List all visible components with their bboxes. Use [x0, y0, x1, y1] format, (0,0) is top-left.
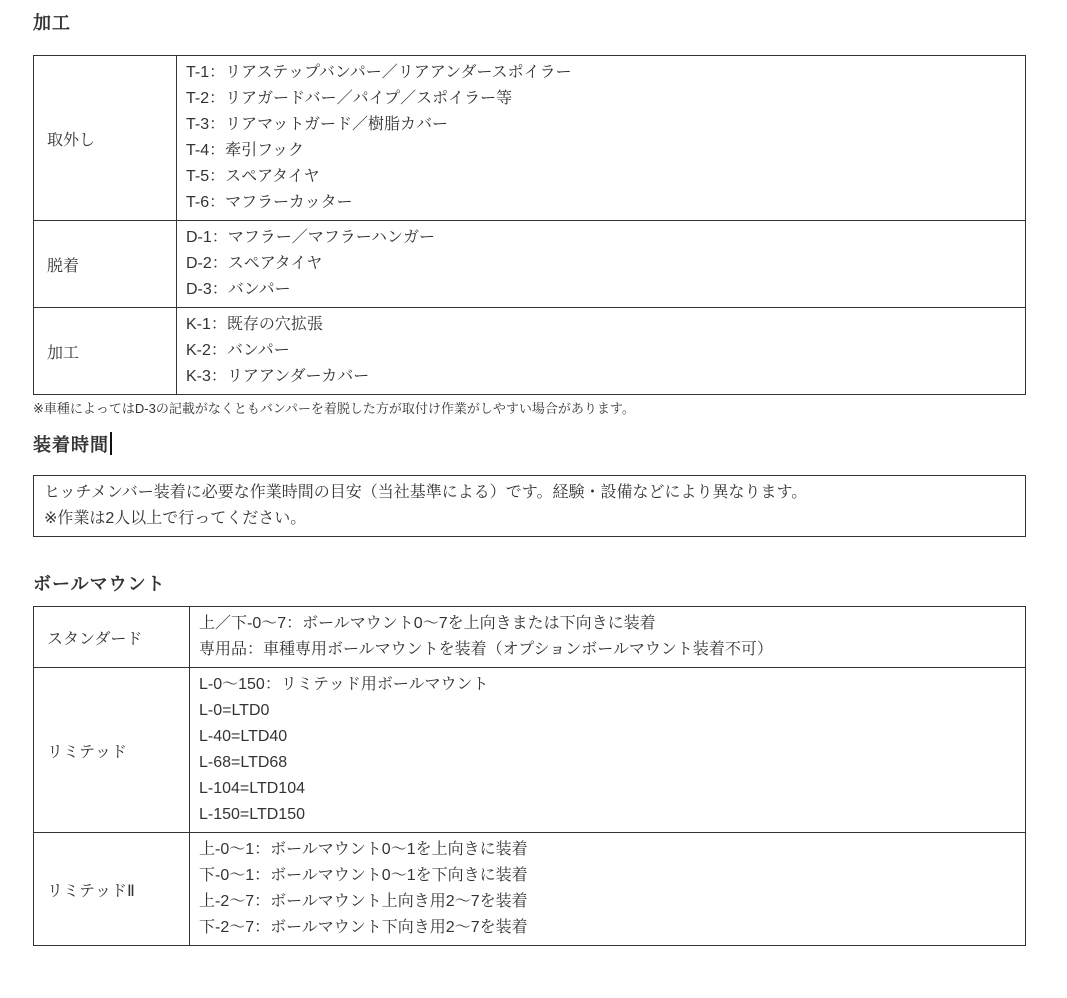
- table-row-limited-2: [34, 833, 1026, 946]
- table-line: 上／下-0～7：ボールマウント0～7を上向きまたは下向きに装着: [199, 615, 656, 632]
- table-line: K-1：既存の穴拡張: [186, 316, 323, 333]
- section-heading-ball-mount: ボールマウント: [33, 574, 166, 594]
- table-line: 下-0～1：ボールマウント0～1を下向きに装着: [199, 867, 528, 884]
- table-line: K-3：リアアンダーカバー: [186, 368, 370, 385]
- table-line: 専用品：車種専用ボールマウントを装着（オプションボールマウント装着不可）: [199, 641, 773, 658]
- table-row-standard: [34, 607, 1026, 668]
- table-line: 上-0～1：ボールマウント0～1を上向きに装着: [199, 841, 528, 858]
- table-line: L-104=LTD104: [199, 780, 305, 797]
- table-line: L-0～150：リミテッド用ボールマウント: [199, 676, 489, 693]
- row-content-limited: [190, 668, 1026, 833]
- row-label-removal: 取外し: [34, 56, 177, 221]
- table-row-detach: [34, 221, 1026, 308]
- row-content-machining: [177, 308, 1026, 395]
- table-line: L-0=LTD0: [199, 702, 270, 719]
- text-cursor: [110, 432, 112, 455]
- row-label-detach: 脱着: [34, 221, 177, 308]
- row-label-standard: スタンダード: [34, 607, 190, 668]
- table-line: L-68=LTD68: [199, 754, 288, 771]
- table-line: 上-2～7：ボールマウント上向き用2～7を装着: [199, 893, 528, 910]
- ball-mount-table: [33, 606, 1026, 946]
- table-line: T-2：リアガードバー／パイプ／スポイラー等: [186, 90, 513, 107]
- heading-text: 装着時間: [33, 435, 109, 455]
- row-label-machining: 加工: [34, 308, 177, 395]
- table-line: T-6：マフラーカッター: [186, 194, 353, 211]
- table-footnote: ※車種によってはD-3の記載がなくともバンパーを着脱した方が取付け作業がしやすい場合があります。: [33, 401, 635, 416]
- table-line: K-2：バンパー: [186, 342, 290, 359]
- table-row-removal: [34, 56, 1026, 221]
- section-heading-installation-time[interactable]: [33, 432, 1026, 458]
- table-line: T-3：リアマットガード／樹脂カバー: [186, 116, 448, 133]
- row-label-limited-2: リミテッドⅡ: [34, 833, 190, 946]
- table-line: L-150=LTD150: [199, 806, 305, 823]
- processing-table: [33, 55, 1026, 395]
- installation-time-box: [33, 475, 1026, 537]
- row-label-limited: リミテッド: [34, 668, 190, 833]
- box-line: ※作業は2人以上で行ってください。: [44, 510, 307, 527]
- row-content-limited-2: [190, 833, 1026, 946]
- table-line: D-3：バンパー: [186, 281, 291, 298]
- table-row-machining: [34, 308, 1026, 395]
- row-content-detach: [177, 221, 1026, 308]
- section-heading-processing: 加工: [33, 13, 71, 33]
- table-line: T-1：リアステップバンパー／リアアンダースポイラー: [186, 64, 572, 81]
- table-line: T-4：牽引フック: [186, 142, 304, 159]
- table-line: T-5：スペアタイヤ: [186, 168, 320, 185]
- table-row-limited: [34, 668, 1026, 833]
- table-line: 下-2～7：ボールマウント下向き用2～7を装着: [199, 919, 528, 936]
- table-line: D-1：マフラー／マフラーハンガー: [186, 229, 435, 246]
- table-line: D-2：スペアタイヤ: [186, 255, 323, 272]
- box-line: ヒッチメンバー装着に必要な作業時間の目安（当社基準による）です。経験・設備などにより異なります。: [44, 484, 808, 501]
- row-content-standard: [190, 607, 1026, 668]
- row-content-removal: [177, 56, 1026, 221]
- table-line: L-40=LTD40: [199, 728, 288, 745]
